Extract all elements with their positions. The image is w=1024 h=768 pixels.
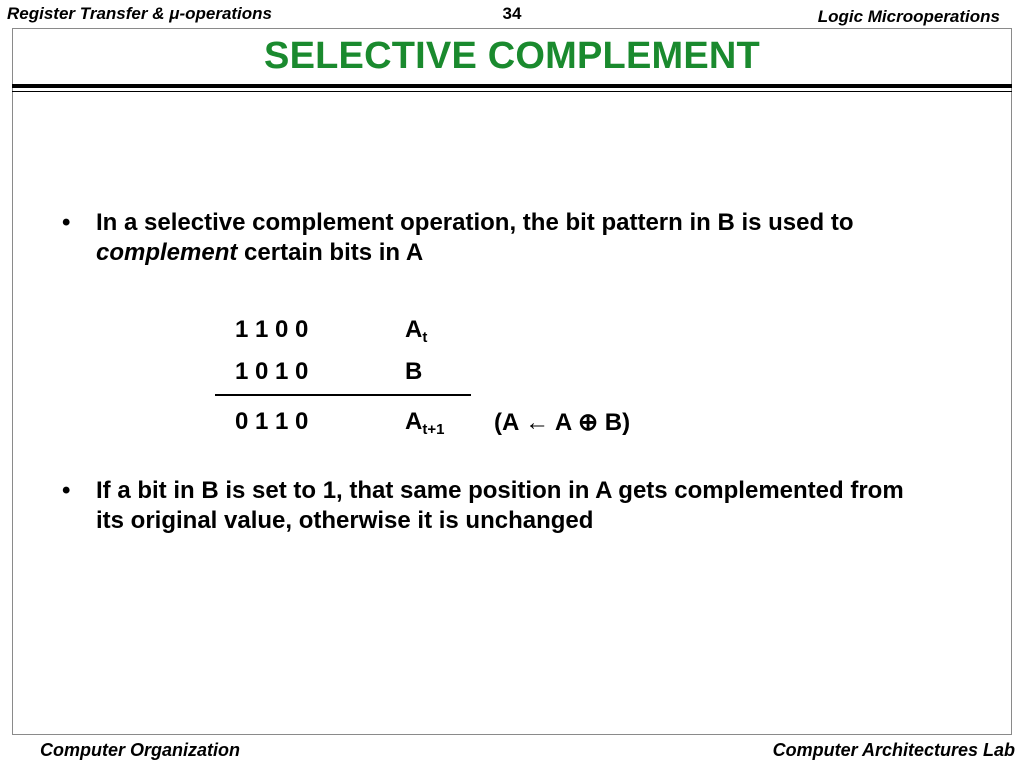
title-rule-thin xyxy=(12,91,1012,92)
bullet-text xyxy=(96,208,916,268)
label-main: A xyxy=(405,316,423,343)
label-subscript: t+1 xyxy=(422,421,445,438)
bullet-text: If a bit in B is set to 1, that same position in A gets complemented from its original value, otherwise it is unchanged xyxy=(96,477,904,534)
operand-a-label xyxy=(405,316,427,346)
label-subscript: t xyxy=(422,329,428,346)
bullet-text-part: certain bits in A xyxy=(237,239,424,266)
footer-right-text: Computer Architectures Lab xyxy=(772,740,1015,760)
operand-b-label: B xyxy=(405,358,423,385)
header-left-text: Register Transfer & μ-operations xyxy=(7,4,273,23)
result-equation: (A ← A ⊕ B) xyxy=(494,409,631,436)
header-right-text: Logic Microoperations xyxy=(817,7,1000,26)
bullet-marker: • xyxy=(62,477,71,504)
bullet-text-part: In a selective complement operation, the bit pattern in B is used to xyxy=(96,209,854,236)
result-bits: 0 1 1 0 xyxy=(235,408,309,435)
slide-frame xyxy=(12,28,1012,735)
operand-b-bits: 1 0 1 0 xyxy=(235,358,309,385)
result-label xyxy=(405,408,444,438)
title-rule-thick xyxy=(12,84,1012,88)
operation-divider-line xyxy=(215,394,471,396)
bullet-marker: • xyxy=(62,209,71,236)
bullet-emphasis: complement xyxy=(96,239,238,266)
footer-left-text: Computer Organization xyxy=(40,740,241,760)
operand-a-bits: 1 1 0 0 xyxy=(235,316,309,343)
slide-title: SELECTIVE COMPLEMENT xyxy=(264,35,760,77)
label-main: A xyxy=(405,408,423,435)
page-number: 34 xyxy=(502,4,522,23)
